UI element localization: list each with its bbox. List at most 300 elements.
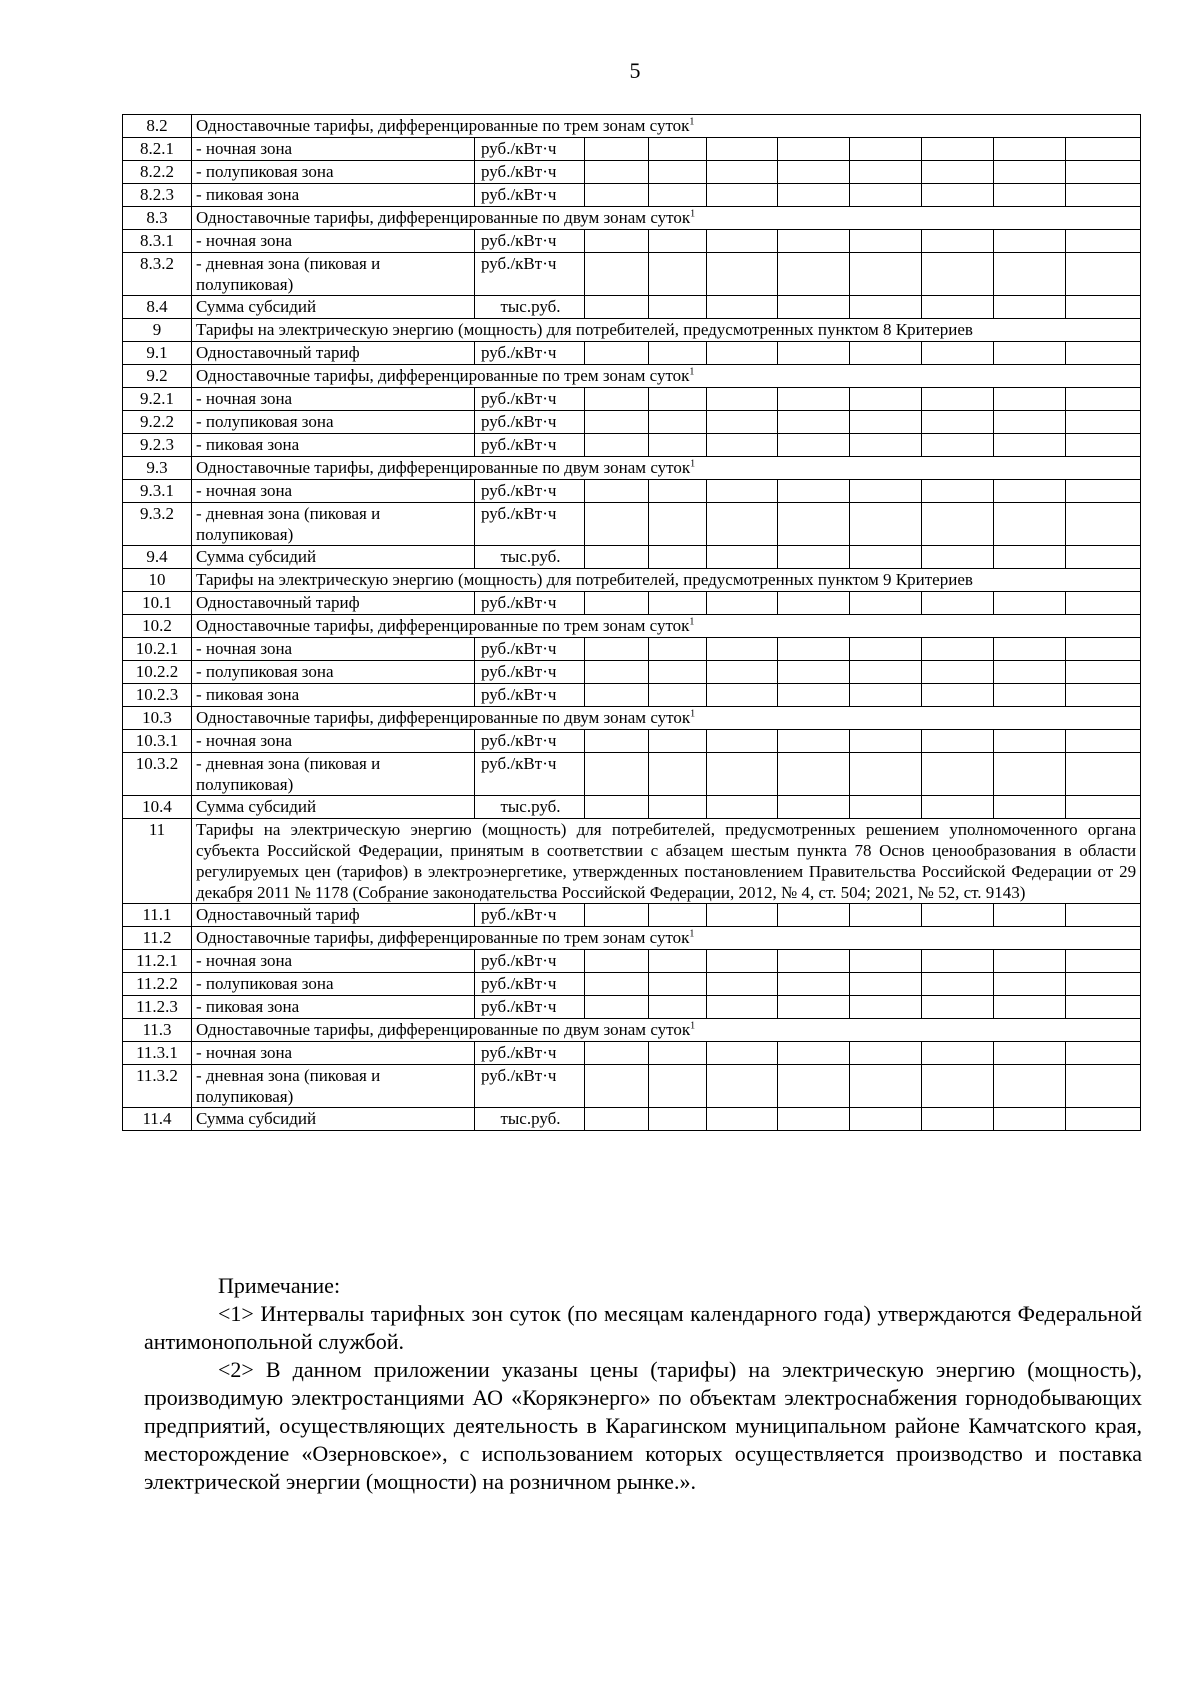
value-cell [1066, 1042, 1141, 1065]
value-cell [778, 904, 850, 927]
value-cell [707, 973, 778, 996]
row-unit: тыс.руб. [475, 296, 585, 319]
row-number: 9.3.2 [123, 503, 192, 546]
row-label: - ночная зона [192, 230, 475, 253]
table-row [123, 950, 1141, 973]
value-cell [778, 184, 850, 207]
value-cell [778, 411, 850, 434]
row-label: - полупиковая зона [192, 411, 475, 434]
value-cell [850, 1065, 922, 1108]
table-row [123, 342, 1141, 365]
value-cell [649, 480, 707, 503]
value-cell [922, 342, 994, 365]
value-cell [707, 661, 778, 684]
value-cell [994, 296, 1066, 319]
footnote-marker: 1 [689, 928, 695, 940]
table-row [123, 230, 1141, 253]
note-1: <1> Интервалы тарифных зон суток (по месяцам календарного года) утверждаются Федеральной антимонопольной службой. [144, 1301, 1142, 1354]
value-cell [585, 684, 649, 707]
value-cell [585, 661, 649, 684]
table-row [123, 365, 1141, 388]
row-number: 11.2.1 [123, 950, 192, 973]
row-label: - ночная зона [192, 638, 475, 661]
row-unit: руб./кВт·ч [475, 973, 585, 996]
value-cell [707, 730, 778, 753]
value-cell [649, 388, 707, 411]
row-number: 10.3.2 [123, 753, 192, 796]
row-number: 9.4 [123, 546, 192, 569]
value-cell [1066, 161, 1141, 184]
value-cell [922, 1108, 994, 1131]
row-unit: руб./кВт·ч [475, 388, 585, 411]
row-number: 10.2.1 [123, 638, 192, 661]
section-heading [192, 365, 1141, 388]
value-cell [778, 661, 850, 684]
value-cell [1066, 342, 1141, 365]
row-number: 10.3.1 [123, 730, 192, 753]
section-heading [192, 569, 1141, 592]
value-cell [585, 138, 649, 161]
table-row [123, 973, 1141, 996]
row-number: 8.3.1 [123, 230, 192, 253]
value-cell [850, 388, 922, 411]
value-cell [850, 138, 922, 161]
value-cell [994, 1065, 1066, 1108]
row-number: 11 [123, 819, 192, 904]
value-cell [649, 796, 707, 819]
value-cell [1066, 730, 1141, 753]
value-cell [707, 638, 778, 661]
value-cell [778, 950, 850, 973]
value-cell [649, 730, 707, 753]
footnote-marker: 1 [690, 708, 696, 720]
value-cell [922, 730, 994, 753]
value-cell [1066, 996, 1141, 1019]
value-cell [1066, 638, 1141, 661]
row-unit: руб./кВт·ч [475, 342, 585, 365]
value-cell [778, 996, 850, 1019]
value-cell [649, 592, 707, 615]
value-cell [649, 638, 707, 661]
row-label: Сумма субсидий [192, 296, 475, 319]
row-unit: тыс.руб. [475, 546, 585, 569]
value-cell [707, 503, 778, 546]
value-cell [778, 546, 850, 569]
value-cell [1066, 1065, 1141, 1108]
value-cell [994, 388, 1066, 411]
section-heading-text: Одноставочные тарифы, дифференцированные по двум зонам суток [196, 1020, 691, 1039]
value-cell [585, 1065, 649, 1108]
value-cell [922, 184, 994, 207]
row-number: 10.2.3 [123, 684, 192, 707]
value-cell [585, 1042, 649, 1065]
row-unit: руб./кВт·ч [475, 592, 585, 615]
value-cell [922, 161, 994, 184]
section-heading-text: Одноставочные тарифы, дифференцированные по двум зонам суток [196, 708, 691, 727]
value-cell [1066, 753, 1141, 796]
value-cell [994, 638, 1066, 661]
value-cell [585, 904, 649, 927]
value-cell [1066, 973, 1141, 996]
table-row [123, 184, 1141, 207]
row-unit: руб./кВт·ч [475, 184, 585, 207]
value-cell [922, 753, 994, 796]
value-cell [1066, 411, 1141, 434]
row-number: 9.3.1 [123, 480, 192, 503]
value-cell [585, 503, 649, 546]
value-cell [1066, 950, 1141, 973]
value-cell [585, 184, 649, 207]
value-cell [707, 480, 778, 503]
value-cell [850, 796, 922, 819]
value-cell [1066, 434, 1141, 457]
value-cell [850, 638, 922, 661]
table-row [123, 1019, 1141, 1042]
section-heading [192, 615, 1141, 638]
value-cell [707, 342, 778, 365]
row-unit: руб./кВт·ч [475, 904, 585, 927]
value-cell [585, 996, 649, 1019]
value-cell [707, 753, 778, 796]
value-cell [649, 184, 707, 207]
value-cell [649, 753, 707, 796]
table-row [123, 796, 1141, 819]
row-unit: руб./кВт·ч [475, 1065, 585, 1108]
row-unit: руб./кВт·ч [475, 138, 585, 161]
row-label: - ночная зона [192, 138, 475, 161]
value-cell [649, 138, 707, 161]
value-cell [1066, 796, 1141, 819]
row-label: - пиковая зона [192, 684, 475, 707]
value-cell [707, 684, 778, 707]
table-row [123, 730, 1141, 753]
value-cell [994, 434, 1066, 457]
value-cell [707, 388, 778, 411]
table-row [123, 1065, 1141, 1108]
value-cell [1066, 184, 1141, 207]
value-cell [922, 950, 994, 973]
row-unit: руб./кВт·ч [475, 434, 585, 457]
footnote-marker: 1 [690, 1020, 696, 1032]
value-cell [585, 950, 649, 973]
section-heading [192, 207, 1141, 230]
row-number: 11.3.1 [123, 1042, 192, 1065]
table-row [123, 161, 1141, 184]
table-row [123, 115, 1141, 138]
row-label: - пиковая зона [192, 996, 475, 1019]
row-number: 11.2 [123, 927, 192, 950]
value-cell [649, 1065, 707, 1108]
notes-section [144, 1272, 1142, 1496]
value-cell [778, 503, 850, 546]
value-cell [649, 1042, 707, 1065]
value-cell [994, 1042, 1066, 1065]
value-cell [585, 230, 649, 253]
section-heading-text: Одноставочные тарифы, дифференцированные по трем зонам суток [196, 616, 690, 635]
value-cell [850, 950, 922, 973]
row-label: - ночная зона [192, 1042, 475, 1065]
row-number: 8.4 [123, 296, 192, 319]
value-cell [1066, 684, 1141, 707]
table-row [123, 615, 1141, 638]
value-cell [850, 434, 922, 457]
section-heading-text: Одноставочные тарифы, дифференцированные по трем зонам суток [196, 928, 690, 947]
footnote-marker: 1 [690, 458, 696, 470]
row-unit: руб./кВт·ч [475, 684, 585, 707]
table-row [123, 457, 1141, 480]
value-cell [649, 684, 707, 707]
row-label: - ночная зона [192, 730, 475, 753]
value-cell [850, 753, 922, 796]
value-cell [649, 904, 707, 927]
row-number: 9.2.3 [123, 434, 192, 457]
value-cell [585, 546, 649, 569]
section-heading [192, 115, 1141, 138]
table-row [123, 819, 1141, 904]
value-cell [850, 684, 922, 707]
table-row [123, 138, 1141, 161]
value-cell [778, 230, 850, 253]
table-row [123, 296, 1141, 319]
row-number: 8.2.1 [123, 138, 192, 161]
row-label: - полупиковая зона [192, 973, 475, 996]
row-unit: тыс.руб. [475, 1108, 585, 1131]
row-label: - ночная зона [192, 480, 475, 503]
value-cell [922, 904, 994, 927]
value-cell [994, 546, 1066, 569]
section-heading-text: Тарифы на электрическую энергию (мощность) для потребителей, предусмотренных решением уполномоченного органа субъекта Российской Федерации, принятым в соответствии с абзацем шестым пункта 78 Основ ценообразования в области регулируемых цен (тарифов) в электроэнергетике, утвержденных постановлением Правительства Российской Федерации от 29 декабря 2011 № 1178 (Собрание законодательства Российской Федерации, 2012, № 4, ст. 504; 2021, № 52, ст. 9143) [196, 820, 1137, 902]
value-cell [778, 753, 850, 796]
value-cell [922, 434, 994, 457]
row-label: - полупиковая зона [192, 661, 475, 684]
value-cell [850, 1108, 922, 1131]
row-label: Одноставочный тариф [192, 592, 475, 615]
row-number: 9.2.1 [123, 388, 192, 411]
value-cell [922, 796, 994, 819]
table-row [123, 411, 1141, 434]
section-heading-text: Одноставочные тарифы, дифференцированные по двум зонам суток [196, 208, 691, 227]
value-cell [994, 753, 1066, 796]
row-number: 8.3 [123, 207, 192, 230]
value-cell [585, 434, 649, 457]
value-cell [649, 253, 707, 296]
value-cell [922, 638, 994, 661]
value-cell [922, 138, 994, 161]
row-number: 8.2 [123, 115, 192, 138]
value-cell [585, 1108, 649, 1131]
row-unit: руб./кВт·ч [475, 503, 585, 546]
table-row [123, 480, 1141, 503]
footnote-marker: 1 [689, 116, 695, 128]
row-number: 9.3 [123, 457, 192, 480]
table-row [123, 1042, 1141, 1065]
value-cell [649, 230, 707, 253]
value-cell [585, 592, 649, 615]
value-cell [707, 1065, 778, 1108]
value-cell [1066, 253, 1141, 296]
value-cell [922, 592, 994, 615]
value-cell [994, 480, 1066, 503]
row-label: - пиковая зона [192, 434, 475, 457]
value-cell [707, 411, 778, 434]
value-cell [850, 296, 922, 319]
row-unit: руб./кВт·ч [475, 996, 585, 1019]
value-cell [778, 161, 850, 184]
value-cell [1066, 503, 1141, 546]
value-cell [707, 1108, 778, 1131]
row-unit: руб./кВт·ч [475, 950, 585, 973]
value-cell [994, 730, 1066, 753]
value-cell [1066, 138, 1141, 161]
row-unit: руб./кВт·ч [475, 730, 585, 753]
value-cell [1066, 480, 1141, 503]
value-cell [778, 138, 850, 161]
value-cell [585, 411, 649, 434]
value-cell [1066, 230, 1141, 253]
value-cell [778, 342, 850, 365]
row-number: 11.2.2 [123, 973, 192, 996]
value-cell [922, 230, 994, 253]
row-label: - ночная зона [192, 388, 475, 411]
notes-title: Примечание: [218, 1273, 341, 1298]
table-row [123, 707, 1141, 730]
value-cell [707, 1042, 778, 1065]
row-label: - дневная зона (пиковая и полупиковая) [192, 753, 475, 796]
value-cell [649, 342, 707, 365]
value-cell [922, 973, 994, 996]
table-row [123, 319, 1141, 342]
value-cell [1066, 388, 1141, 411]
value-cell [707, 546, 778, 569]
row-number: 10 [123, 569, 192, 592]
value-cell [778, 480, 850, 503]
row-unit: руб./кВт·ч [475, 253, 585, 296]
value-cell [707, 138, 778, 161]
section-heading [192, 927, 1141, 950]
value-cell [994, 230, 1066, 253]
value-cell [994, 684, 1066, 707]
value-cell [994, 253, 1066, 296]
footnote-marker: 1 [689, 366, 695, 378]
value-cell [922, 996, 994, 1019]
table-row [123, 661, 1141, 684]
value-cell [1066, 296, 1141, 319]
value-cell [778, 796, 850, 819]
row-number: 11.4 [123, 1108, 192, 1131]
value-cell [585, 730, 649, 753]
row-unit: руб./кВт·ч [475, 411, 585, 434]
row-unit: руб./кВт·ч [475, 753, 585, 796]
row-label: - дневная зона (пиковая и полупиковая) [192, 1065, 475, 1108]
table-row [123, 684, 1141, 707]
value-cell [585, 973, 649, 996]
row-number: 11.3.2 [123, 1065, 192, 1108]
value-cell [585, 480, 649, 503]
row-unit: руб./кВт·ч [475, 230, 585, 253]
table-row [123, 388, 1141, 411]
row-unit: руб./кВт·ч [475, 638, 585, 661]
row-label: Сумма субсидий [192, 1108, 475, 1131]
value-cell [585, 753, 649, 796]
row-number: 9 [123, 319, 192, 342]
value-cell [778, 1108, 850, 1131]
row-label: - полупиковая зона [192, 161, 475, 184]
value-cell [994, 342, 1066, 365]
value-cell [994, 138, 1066, 161]
table-row [123, 434, 1141, 457]
value-cell [850, 230, 922, 253]
value-cell [994, 996, 1066, 1019]
value-cell [994, 503, 1066, 546]
value-cell [585, 796, 649, 819]
value-cell [922, 1065, 994, 1108]
value-cell [994, 411, 1066, 434]
row-number: 10.4 [123, 796, 192, 819]
value-cell [707, 796, 778, 819]
footnote-marker: 1 [690, 208, 696, 220]
value-cell [778, 253, 850, 296]
value-cell [922, 388, 994, 411]
value-cell [649, 434, 707, 457]
tariff-table [122, 114, 1141, 1131]
value-cell [922, 411, 994, 434]
section-heading [192, 457, 1141, 480]
value-cell [1066, 546, 1141, 569]
row-unit: руб./кВт·ч [475, 1042, 585, 1065]
value-cell [850, 411, 922, 434]
value-cell [707, 434, 778, 457]
table-row [123, 904, 1141, 927]
table-row [123, 638, 1141, 661]
row-label: Сумма субсидий [192, 546, 475, 569]
section-heading-text: Одноставочные тарифы, дифференцированные по трем зонам суток [196, 116, 690, 135]
value-cell [994, 661, 1066, 684]
value-cell [707, 904, 778, 927]
table-row [123, 569, 1141, 592]
value-cell [778, 296, 850, 319]
section-heading-text: Одноставочные тарифы, дифференцированные по трем зонам суток [196, 366, 690, 385]
row-number: 11.3 [123, 1019, 192, 1042]
table-row [123, 207, 1141, 230]
value-cell [778, 388, 850, 411]
value-cell [778, 1042, 850, 1065]
section-heading-text: Одноставочные тарифы, дифференцированные по двум зонам суток [196, 458, 691, 477]
value-cell [994, 796, 1066, 819]
row-number: 8.2.3 [123, 184, 192, 207]
value-cell [850, 503, 922, 546]
row-number: 9.1 [123, 342, 192, 365]
value-cell [778, 1065, 850, 1108]
row-label: - пиковая зона [192, 184, 475, 207]
row-label: Одноставочный тариф [192, 342, 475, 365]
tariff-table-body [123, 115, 1141, 1131]
row-number: 10.2.2 [123, 661, 192, 684]
value-cell [922, 684, 994, 707]
table-row [123, 253, 1141, 296]
value-cell [1066, 904, 1141, 927]
value-cell [649, 661, 707, 684]
value-cell [994, 161, 1066, 184]
value-cell [707, 253, 778, 296]
value-cell [850, 1042, 922, 1065]
table-row [123, 753, 1141, 796]
value-cell [850, 253, 922, 296]
table-row [123, 546, 1141, 569]
value-cell [850, 184, 922, 207]
row-number: 11.2.3 [123, 996, 192, 1019]
value-cell [778, 730, 850, 753]
value-cell [649, 411, 707, 434]
